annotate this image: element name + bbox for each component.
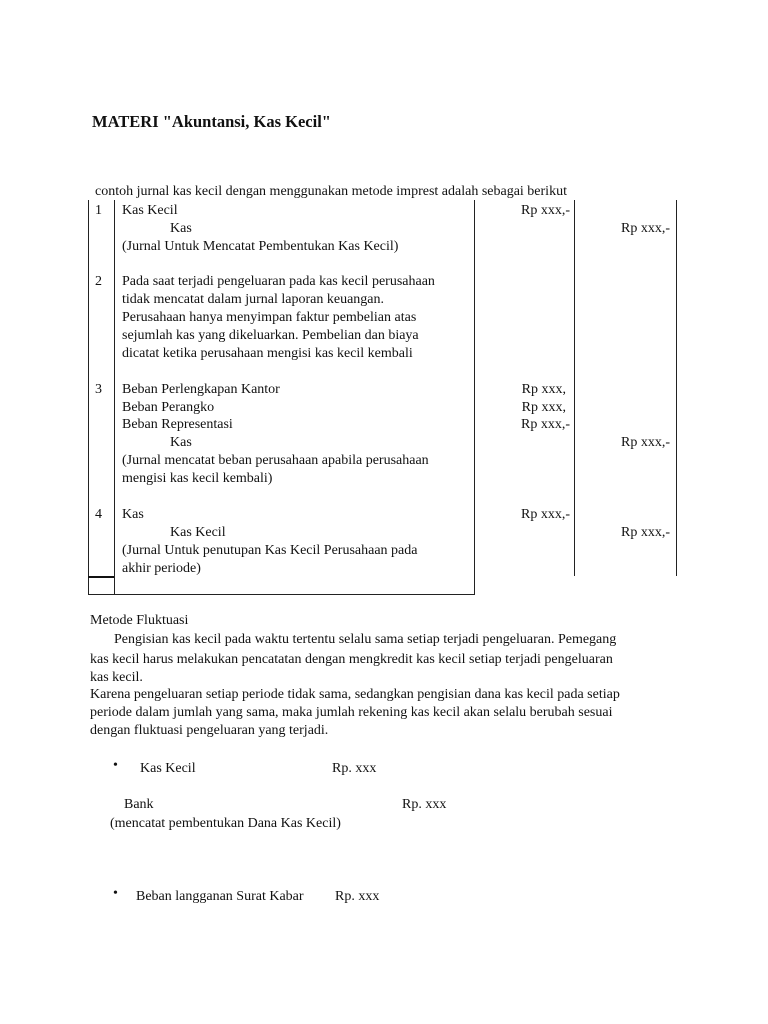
table-border-left <box>88 200 89 594</box>
paragraph-line: periode dalam jumlah yang sama, maka jumlah rekening kas kecil akan selalu berubah sesuai <box>90 705 613 720</box>
entry-debit-account: Kas Kecil <box>122 203 178 218</box>
bullet-account: Beban langganan Surat Kabar <box>136 889 304 904</box>
entry-credit-account: Kas Kecil <box>170 525 226 540</box>
table-border-bottom <box>88 594 475 595</box>
paragraph-line: kas kecil. <box>90 670 143 685</box>
entry-text-line: Perusahaan hanya menyimpan faktur pembelian atas <box>122 310 417 325</box>
entry-debit-account: Kas <box>122 507 144 522</box>
paragraph-line: Pengisian kas kecil pada waktu tertentu selalu sama setiap terjadi pengeluaran. Pemegang <box>114 632 617 647</box>
paragraph-line: Karena pengeluaran setiap periode tidak sama, sedangkan pengisian dana kas kecil pada setiap <box>90 687 620 702</box>
entry-debit-amount: Rp xxx,- <box>521 417 570 432</box>
page-title: MATERI "Akuntansi, Kas Kecil" <box>92 112 331 131</box>
entry-number: 2 <box>95 274 102 289</box>
entry-credit-account: Kas <box>170 221 192 236</box>
entry-number: 3 <box>95 382 102 397</box>
table-divider-number <box>114 200 115 594</box>
intro-text: contoh jurnal kas kecil dengan menggunakan metode imprest adalah sebagai berikut <box>95 184 567 199</box>
entry-text-line: sejumlah kas yang dikeluarkan. Pembelian dan biaya <box>122 328 419 343</box>
entry-note: (Jurnal Untuk Mencatat Pembentukan Kas Kecil) <box>122 239 399 254</box>
entry-credit-account: Kas <box>170 435 192 450</box>
entry-debit-account: Beban Perlengkapan Kantor <box>122 382 280 397</box>
entry-debit-amount: Rp xxx, <box>521 382 566 397</box>
entry-debit-account: Beban Representasi <box>122 417 233 432</box>
bullet-icon: • <box>113 758 118 773</box>
entry-note: (Jurnal mencatat beban perusahaan apabila perusahaan <box>122 453 429 468</box>
bullet-credit-account: Bank <box>124 797 154 812</box>
bullet-icon: • <box>113 886 118 901</box>
bullet-account: Kas Kecil <box>140 761 196 776</box>
bullet-amount: Rp. xxx <box>332 761 377 776</box>
entry-credit-amount: Rp xxx,- <box>621 435 670 450</box>
table-divider-credit <box>676 200 677 576</box>
entry-text-line: tidak mencatat dalam jurnal laporan keuangan. <box>122 292 385 307</box>
bullet-note: (mencatat pembentukan Dana Kas Kecil) <box>110 816 341 831</box>
entry-credit-amount: Rp xxx,- <box>621 525 670 540</box>
entry-number: 1 <box>95 203 102 218</box>
entry-text-line: Pada saat terjadi pengeluaran pada kas kecil perusahaan <box>122 274 435 289</box>
entry-debit-amount: Rp xxx, <box>521 400 566 415</box>
bullet-credit-amount: Rp. xxx <box>402 797 447 812</box>
entry-note: akhir periode) <box>122 561 201 576</box>
entry-number: 4 <box>95 507 102 522</box>
entry-text-line: dicatat ketika perusahaan mengisi kas kecil kembali <box>122 346 413 361</box>
table-mark <box>88 576 114 578</box>
entry-note: (Jurnal Untuk penutupan Kas Kecil Perusahaan pada <box>122 543 418 558</box>
section-heading: Metode Fluktuasi <box>90 613 189 628</box>
entry-debit-amount: Rp xxx,- <box>521 507 570 522</box>
bullet-amount: Rp. xxx <box>335 889 380 904</box>
paragraph-line: kas kecil harus melakukan pencatatan dengan mengkredit kas kecil setiap terjadi pengeluaran <box>90 652 613 667</box>
entry-debit-amount: Rp xxx,- <box>521 203 570 218</box>
paragraph-line: dengan fluktuasi pengeluaran yang terjadi. <box>90 723 329 738</box>
entry-credit-amount: Rp xxx,- <box>621 221 670 236</box>
table-divider-debit <box>574 200 575 576</box>
entry-debit-account: Beban Perangko <box>122 400 215 415</box>
entry-note: mengisi kas kecil kembali) <box>122 471 273 486</box>
